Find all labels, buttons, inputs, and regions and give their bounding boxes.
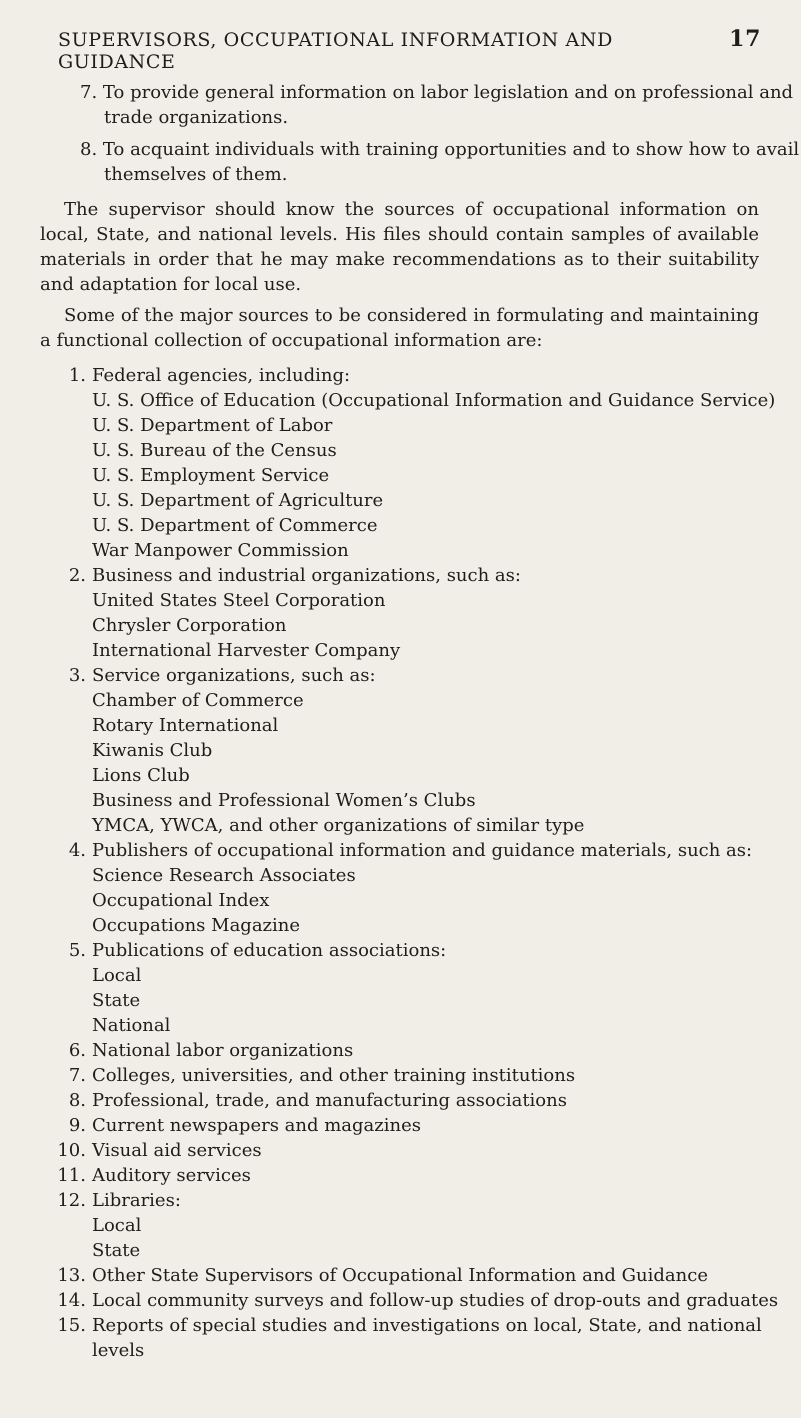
source-item — [0, 1163, 801, 1188]
source-subitem: Local — [92, 965, 142, 986]
source-number: 15. — [57, 1315, 86, 1336]
source-number: 8. — [68, 1090, 86, 1111]
source-number: 1. — [68, 365, 86, 386]
source-number: 4. — [68, 840, 86, 861]
source-text: Libraries: — [92, 1190, 181, 1211]
source-subitem: U. S. Office of Education (Occupational Information and Guidance Service) — [92, 390, 776, 411]
source-number: 7. — [68, 1065, 86, 1086]
source-subitem: Occupational Index — [92, 890, 270, 911]
source-item — [0, 1113, 801, 1138]
source-item — [0, 1088, 801, 1113]
source-text: Local community surveys and follow-up studies of drop-outs and graduates — [92, 1290, 779, 1311]
source-sublist — [92, 388, 801, 563]
source-number: 9. — [68, 1115, 86, 1136]
source-subitem: War Manpower Commission — [92, 540, 349, 561]
source-subitem: United States Steel Corporation — [92, 590, 386, 611]
body-paragraph: Some of the major sources to be considered in formulating and maintaining a functional collection of occupational information are: — [40, 305, 759, 351]
body-paragraph: The supervisor should know the sources of occupational information on local, State, and national levels. His files should contain samples of available materials in order that he may make recommendations as to their suitability and adaptation for local use. — [40, 199, 759, 295]
source-text: Reports of special studies and investigations on local, State, and national levels — [92, 1315, 762, 1361]
source-number: 3. — [68, 665, 86, 686]
source-item — [0, 1138, 801, 1163]
source-number: 13. — [57, 1265, 86, 1286]
source-text: Service organizations, such as: — [92, 665, 376, 686]
source-subitem: U. S. Employment Service — [92, 465, 330, 486]
source-subitem: National — [92, 1015, 171, 1036]
source-item — [0, 363, 801, 563]
source-sublist — [92, 1213, 801, 1263]
source-subitem: U. S. Bureau of the Census — [92, 440, 337, 461]
source-item — [0, 1188, 801, 1263]
source-number: 2. — [68, 565, 86, 586]
source-subitem: Rotary International — [92, 715, 279, 736]
source-subitem: International Harvester Company — [92, 640, 401, 661]
source-text: Publishers of occupational information and guidance materials, such as: — [92, 840, 753, 861]
source-subitem: Local — [92, 1215, 142, 1236]
source-number: 10. — [57, 1140, 86, 1161]
source-subitem: Business and Professional Women’s Clubs — [92, 790, 476, 811]
source-subitem: YMCA, YWCA, and other organizations of similar type — [92, 815, 585, 836]
source-subitem: State — [92, 990, 141, 1011]
objective-item: 8. To acquaint individuals with training opportunities and to show how to avail themselves of them. — [80, 139, 800, 185]
source-item — [0, 938, 801, 1038]
source-item — [0, 1288, 801, 1313]
source-text: Auditory services — [92, 1165, 251, 1186]
source-number: 5. — [68, 940, 86, 961]
page-number: 17 — [729, 26, 761, 52]
source-subitem: U. S. Department of Labor — [92, 415, 333, 436]
source-subitem: Kiwanis Club — [92, 740, 213, 761]
source-item — [0, 838, 801, 938]
page-header — [58, 26, 761, 73]
source-item — [0, 1313, 801, 1363]
source-text: Colleges, universities, and other training institutions — [92, 1065, 576, 1086]
source-text: Visual aid services — [92, 1140, 262, 1161]
source-sublist — [92, 688, 801, 838]
sources-list — [0, 363, 801, 1363]
source-item — [0, 1038, 801, 1063]
source-number: 14. — [57, 1290, 86, 1311]
source-subitem: U. S. Department of Agriculture — [92, 490, 384, 511]
source-text: Publications of education associations: — [92, 940, 447, 961]
source-text: Professional, trade, and manufacturing associations — [92, 1090, 567, 1111]
source-subitem: Chamber of Commerce — [92, 690, 304, 711]
source-subitem: Chrysler Corporation — [92, 615, 287, 636]
source-subitem: Science Research Associates — [92, 865, 356, 886]
source-text: Current newspapers and magazines — [92, 1115, 422, 1136]
running-title: SUPERVISORS, OCCUPATIONAL INFORMATION AND GUIDANCE — [58, 29, 613, 73]
source-number: 12. — [57, 1190, 86, 1211]
source-number: 6. — [68, 1040, 86, 1061]
page-body — [0, 80, 801, 1363]
source-sublist — [92, 963, 801, 1038]
source-sublist — [92, 588, 801, 663]
source-text: Other State Supervisors of Occupational Information and Guidance — [92, 1265, 708, 1286]
source-text: Business and industrial organizations, such as: — [92, 565, 521, 586]
source-number: 11. — [57, 1165, 86, 1186]
source-sublist — [92, 863, 801, 938]
source-item — [0, 663, 801, 838]
source-item — [0, 563, 801, 663]
source-item — [0, 1263, 801, 1288]
objective-item: 7. To provide general information on labor legislation and on professional and trade organizations. — [80, 82, 794, 128]
source-subitem: Occupations Magazine — [92, 915, 301, 936]
source-subitem: State — [92, 1240, 141, 1261]
source-text: National labor organizations — [92, 1040, 354, 1061]
source-subitem: U. S. Department of Commerce — [92, 515, 378, 536]
source-item — [0, 1063, 801, 1088]
source-text: Federal agencies, including: — [92, 365, 351, 386]
source-subitem: Lions Club — [92, 765, 190, 786]
